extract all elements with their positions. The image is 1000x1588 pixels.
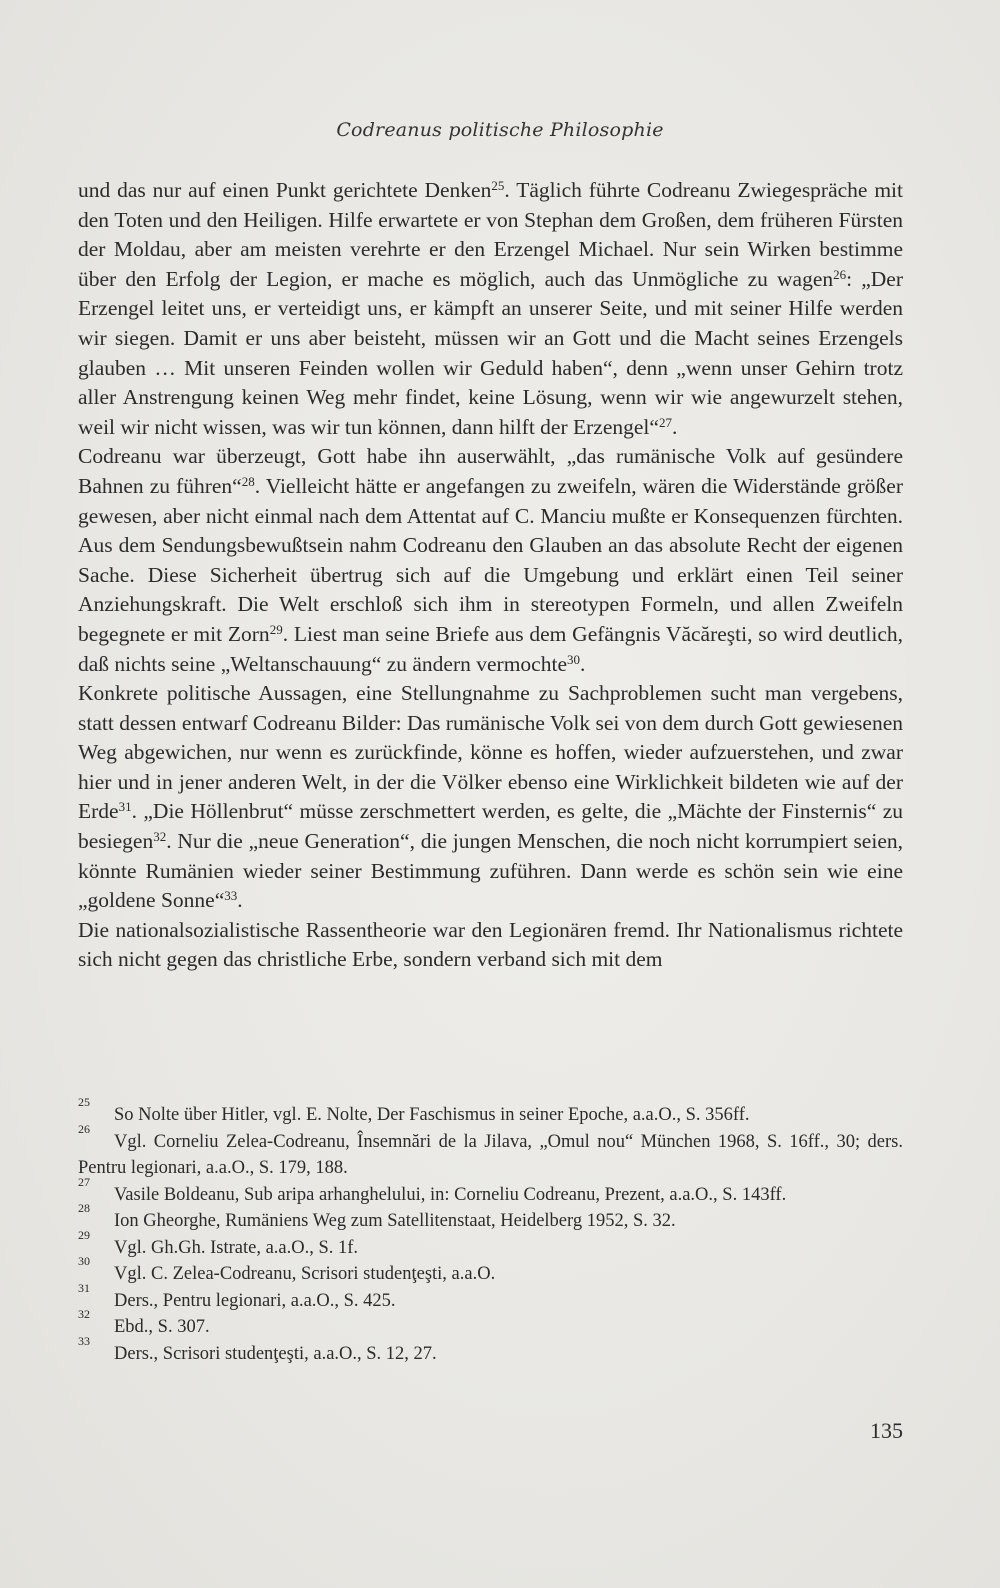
text-run: Konkrete politische Aussagen, eine Stellungnahme zu Sachproblemen sucht man vergebens, statt dessen entwarf Codreanu Bilder: Das rumänische Volk sei von dem durch Gott gewiesenen Weg abgewichen, nur wenn es zurückfinde, könne es hoffen, wieder aufzuerstehen, und zwar hier und in jener anderen Welt, in der die Völker ebenso eine Wirklichkeit bildeten wie auf der Erde — [78, 681, 903, 824]
footnote — [78, 1333, 903, 1368]
text-run: . Liest man seine Briefe aus dem Gefängnis Văcăreşti, so wird deutlich, daß nichts seine „Weltanschauung“ zu ändern vermochte — [78, 621, 903, 676]
footnotes — [78, 1095, 903, 1367]
footnote-text: Vgl. Corneliu Zelea-Codreanu, Însemnări de la Jilava, „Omul nou“ München 1968, S. 16ff., 30; ders. Pentru legionari, a.a.O., S. 179, 188. — [78, 1131, 903, 1178]
footnote-reference: 32 — [153, 829, 167, 845]
text-run: . Nur die „neue Generation“, die jungen Menschen, die noch nicht korrumpiert seien, könnte Rumänien wieder seiner Bestimmung zuführen. Dann werde es schön sein wie eine „goldene Sonne“ — [78, 829, 903, 913]
footnote-reference: 25 — [491, 178, 505, 193]
footnote-number: 31 — [78, 1280, 90, 1295]
paragraph — [78, 442, 903, 679]
footnote-text: Vgl. Gh.Gh. Istrate, a.a.O., S. 1f. — [114, 1237, 359, 1258]
footnote — [78, 1174, 903, 1209]
main-text — [78, 176, 903, 975]
footnote-text: Ders., Pentru legionari, a.a.O., S. 425. — [114, 1290, 396, 1311]
footnote-text: Ion Gheorghe, Rumäniens Weg zum Satellitenstaat, Heidelberg 1952, S. 32. — [114, 1211, 676, 1231]
footnote-text: Vgl. C. Zelea-Codreanu, Scrisori studenţeşti, a.a.O. — [114, 1264, 496, 1284]
footnote-number: 29 — [78, 1227, 90, 1242]
text-run: . — [580, 651, 586, 676]
footnote — [78, 1280, 903, 1315]
paragraph — [78, 916, 903, 975]
footnote-reference: 33 — [224, 888, 238, 904]
running-head: Codreanus politische Philosophie — [336, 119, 664, 141]
footnote — [78, 1254, 903, 1288]
text-run: . — [237, 888, 243, 913]
footnote — [78, 1201, 903, 1235]
footnote-reference: 28 — [241, 473, 255, 489]
text-run: Die nationalsozialistische Rassentheorie war den Legionären fremd. Ihr Nationalismus richtete sich nicht gegen das christliche Erbe, sondern verband sich mit dem — [78, 917, 903, 972]
text-run: und das nur auf einen Punkt gerichtete Denken — [78, 178, 492, 202]
footnote-number: 27 — [78, 1174, 90, 1189]
footnote-number: 26 — [78, 1121, 90, 1136]
footnote-text: So Nolte über Hitler, vgl. E. Nolte, Der Faschismus in seiner Epoche, a.a.O., S. 356ff. — [114, 1105, 750, 1125]
footnote-number: 28 — [78, 1201, 90, 1215]
footnote-number: 33 — [78, 1333, 90, 1348]
footnote-text: Ders., Scrisori studenţeşti, a.a.O., S. 12, 27. — [114, 1343, 437, 1364]
footnote-number: 30 — [78, 1254, 90, 1268]
text-run: . Vielleicht hätte er angefangen zu zweifeln, wären die Widerstände größer gewesen, aber nicht einmal nach dem Attentat auf C. Manciu mußte er Konsequenzen fürchten. Aus dem Sendungsbewußtsein nahm Codreanu den Glauben an das absolute Recht der eigenen Sache. Diese Sicherheit übertrug sich auf die Umgebung und erklärt einen Teil seiner Anziehungskraft. Die Welt erschloß sich ihm in stereotypen Formeln, und allen Zweifeln begegnete er mit Zorn — [78, 473, 903, 646]
footnote-reference: 31 — [118, 799, 132, 815]
footnote-number: 32 — [78, 1307, 90, 1321]
footnote-reference: 30 — [567, 651, 580, 667]
footnote-text: Vasile Boldeanu, Sub aripa arhanghelului, in: Corneliu Codreanu, Prezent, a.a.O., S. 143ff. — [114, 1184, 787, 1205]
text-run: : „Der Erzengel leitet uns, er verteidigt uns, er kämpft an unserer Seite, und mit seiner Hilfe werden wir siegen. Damit er uns aber beisteht, müssen wir an Gott und die Macht seines Erzengels glauben … Mit unseren Feinden wollen wir Geduld haben“, denn „wenn unser Gehirn trotz aller Anstrengung keinen Weg mehr findet, keine Lösung, wenn wir wie angewurzelt stehen, weil wir nicht wissen, was wir tun können, dann hilft der Erzengel“ — [78, 266, 903, 439]
footnote-number: 25 — [78, 1095, 90, 1109]
footnote — [78, 1227, 903, 1262]
text-run: . — [671, 414, 678, 439]
footnote-reference: 27 — [658, 414, 672, 430]
footnote — [78, 1307, 903, 1341]
footnote-reference: 29 — [269, 621, 283, 637]
footnote — [78, 1121, 903, 1182]
footnote — [78, 1095, 903, 1129]
paragraph — [78, 679, 903, 916]
footnote-text: Ebd., S. 307. — [114, 1317, 210, 1337]
text-run: . „Die Höllenbrut“ müsse zerschmettert werden, es gelte, die „Mächte der Finsternis“ zu besiegen — [78, 799, 903, 854]
paragraph — [78, 176, 903, 442]
text-run: Codreanu war überzeugt, Gott habe ihn auserwählt, „das rumänische Volk auf gesündere Bahnen zu führen“ — [78, 444, 903, 498]
page-number: 135 — [870, 1418, 903, 1443]
text-run: . Täglich führte Codreanu Zwiegespräche mit den Toten und den Heiligen. Hilfe erwartete er von Stephan dem Großen, dem früheren Fürsten der Moldau, aber am meisten verehrte er den Erzengel Michael. Nur sein Wirken bestimme über den Erfolg der Legion, er mache es möglich, auch das Unmögliche zu wagen — [78, 178, 903, 291]
footnote-reference: 26 — [833, 266, 847, 282]
